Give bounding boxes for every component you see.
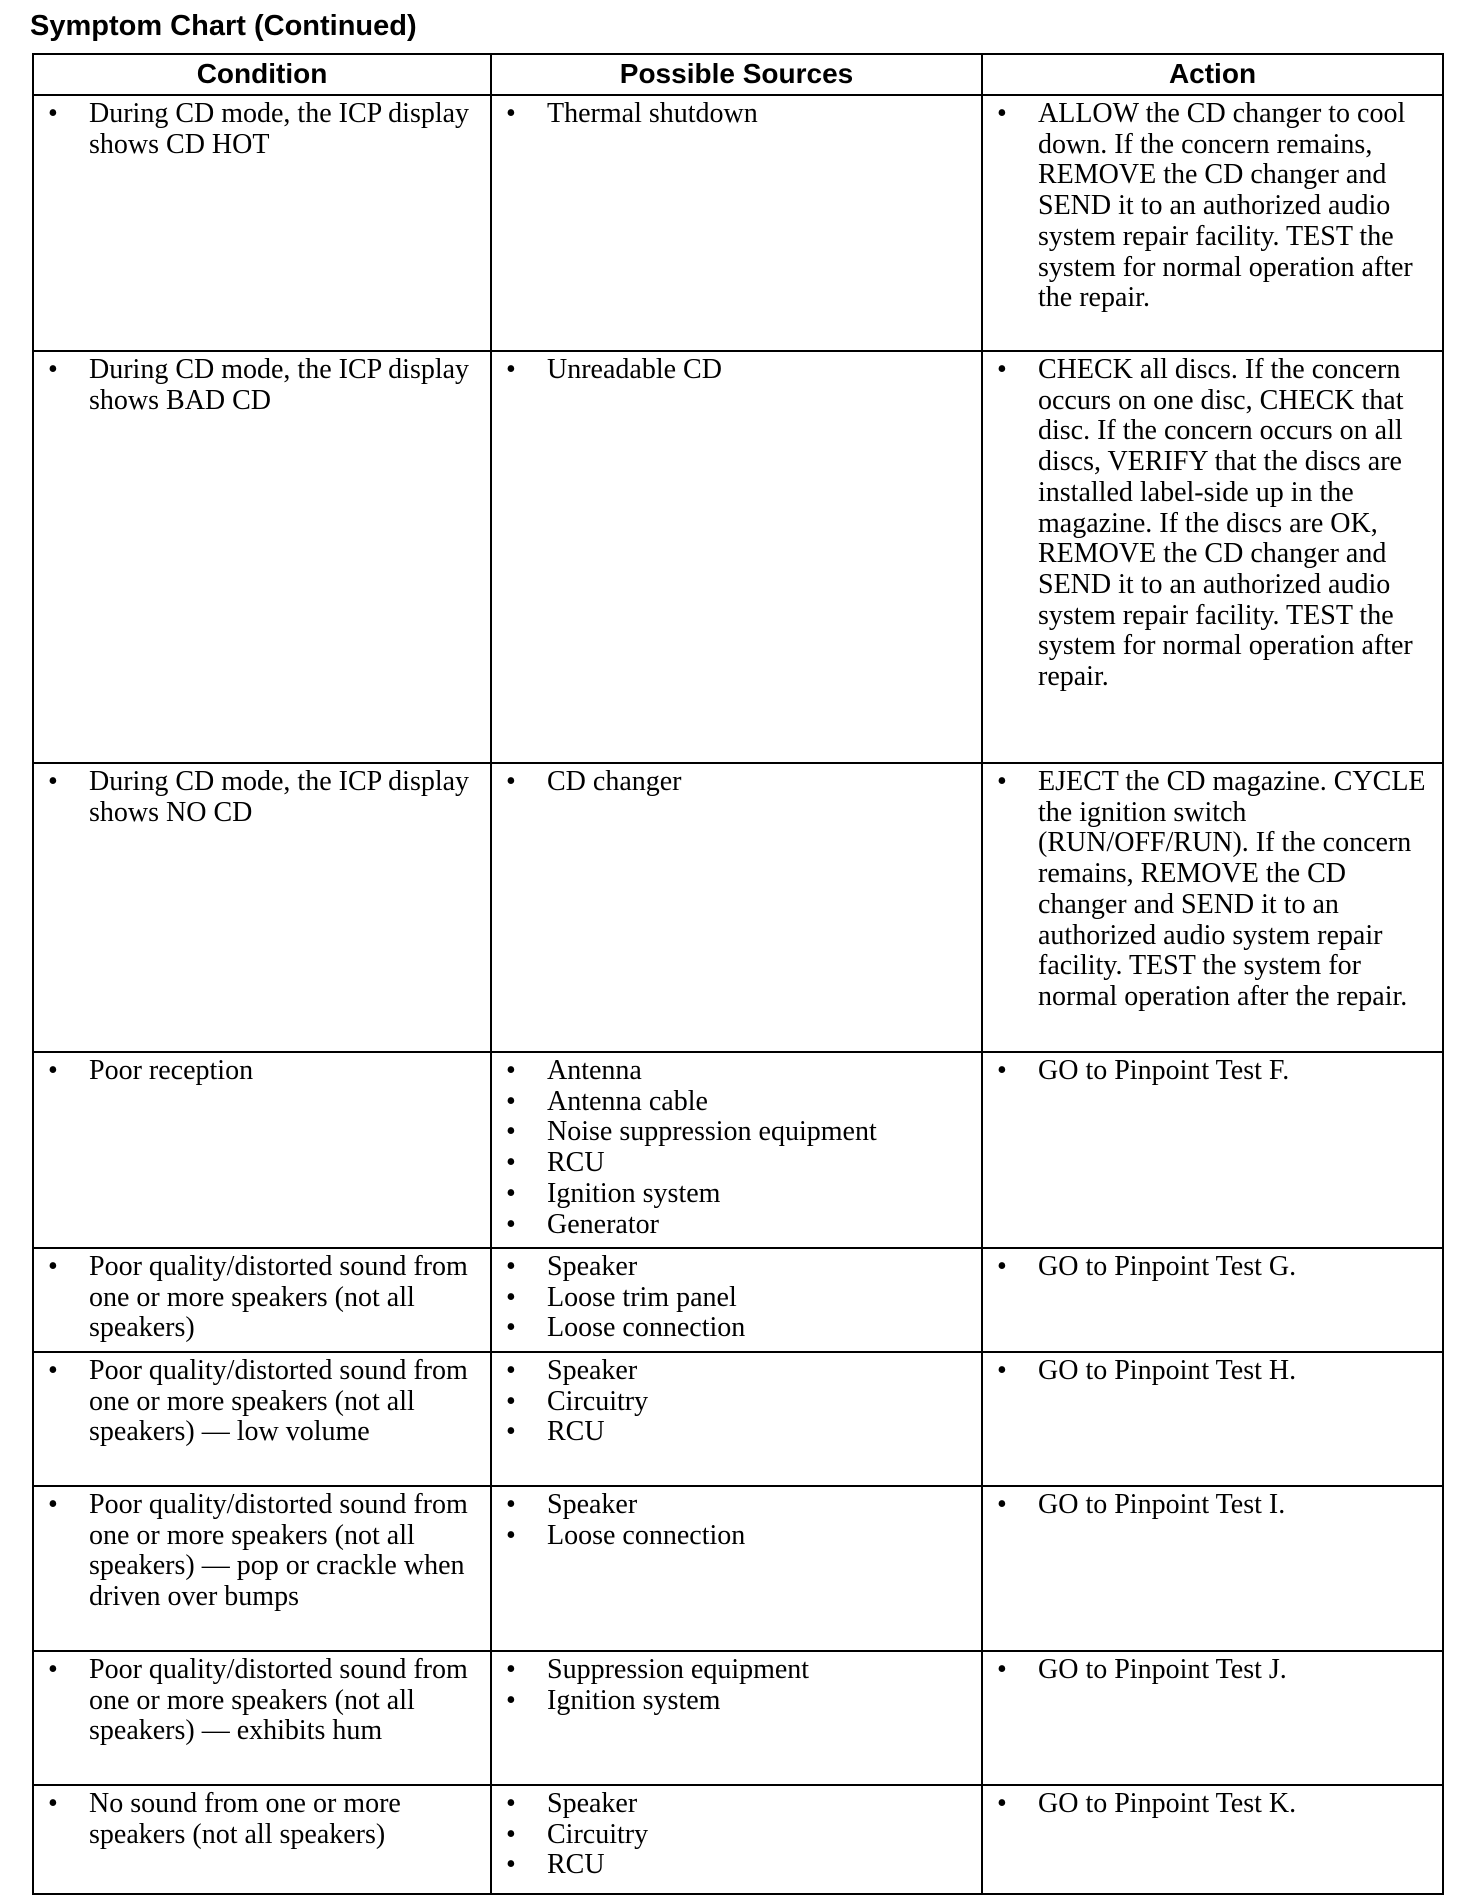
possible-sources-cell bbox=[491, 763, 982, 1052]
list-item: • Antenna cable bbox=[492, 1087, 973, 1118]
list-item: • GO to Pinpoint Test H. bbox=[983, 1356, 1434, 1387]
table-row bbox=[33, 351, 1443, 763]
action-cell bbox=[982, 351, 1443, 763]
list-item: • GO to Pinpoint Test K. bbox=[983, 1789, 1434, 1820]
condition-list bbox=[34, 1786, 490, 1855]
action-cell bbox=[982, 1651, 1443, 1785]
possible-sources-list bbox=[492, 1487, 981, 1556]
list-item: • Generator bbox=[492, 1210, 973, 1241]
list-item: • Loose connection bbox=[492, 1313, 973, 1344]
list-item: • Circuitry bbox=[492, 1820, 973, 1851]
action-cell bbox=[982, 763, 1443, 1052]
table-row bbox=[33, 1052, 1443, 1248]
list-item: • RCU bbox=[492, 1417, 973, 1448]
list-item: • Unreadable CD bbox=[492, 355, 973, 386]
list-item: • Speaker bbox=[492, 1252, 973, 1283]
condition-cell bbox=[33, 1651, 491, 1785]
action-cell bbox=[982, 1352, 1443, 1486]
table-header-row bbox=[33, 54, 1443, 95]
possible-sources-list bbox=[492, 1053, 981, 1245]
list-item: • Poor reception bbox=[34, 1056, 482, 1087]
action-cell bbox=[982, 95, 1443, 351]
page-title: Symptom Chart (Continued) bbox=[30, 10, 417, 42]
list-item: • GO to Pinpoint Test F. bbox=[983, 1056, 1434, 1087]
condition-list bbox=[34, 1652, 490, 1752]
action-list bbox=[983, 1353, 1442, 1392]
condition-cell bbox=[33, 1248, 491, 1352]
list-item: • CD changer bbox=[492, 767, 973, 798]
condition-list bbox=[34, 764, 490, 833]
symptom-chart-table bbox=[32, 53, 1444, 1895]
list-item: • EJECT the CD magazine. CYCLE the ignition switch (RUN/OFF/RUN). If the concern remains, REMOVE the CD changer and SEND it to an authorized audio system repair facility. TEST the system for normal operation after the repair. bbox=[983, 767, 1434, 1013]
list-item: • Loose trim panel bbox=[492, 1283, 973, 1314]
list-item: • ALLOW the CD changer to cool down. If the concern remains, REMOVE the CD changer and SEND it to an authorized audio system repair facility. TEST the system for normal operation after the repair. bbox=[983, 99, 1434, 314]
list-item: • Ignition system bbox=[492, 1686, 973, 1717]
possible-sources-cell bbox=[491, 1248, 982, 1352]
list-item: • During CD mode, the ICP display shows BAD CD bbox=[34, 355, 482, 416]
table-row bbox=[33, 763, 1443, 1052]
table-row bbox=[33, 1352, 1443, 1486]
list-item: • Poor quality/distorted sound from one or more speakers (not all speakers) — pop or crackle when driven over bumps bbox=[34, 1490, 482, 1613]
list-item: • CHECK all discs. If the concern occurs on one disc, CHECK that disc. If the concern occurs on all discs, VERIFY that the discs are installed label-side up in the magazine. If the discs are OK, REMOVE the CD changer and SEND it to an authorized audio system repair facility. TEST the system for normal operation after repair. bbox=[983, 355, 1434, 693]
possible-sources-list bbox=[492, 352, 981, 391]
condition-list bbox=[34, 352, 490, 421]
list-item: • Suppression equipment bbox=[492, 1655, 973, 1686]
list-item: • Speaker bbox=[492, 1789, 973, 1820]
possible-sources-list bbox=[492, 1353, 981, 1453]
action-column-header: Action bbox=[982, 54, 1443, 95]
table-row bbox=[33, 1785, 1443, 1894]
list-item: • GO to Pinpoint Test G. bbox=[983, 1252, 1434, 1283]
list-item: • During CD mode, the ICP display shows NO CD bbox=[34, 767, 482, 828]
list-item: • No sound from one or more speakers (not all speakers) bbox=[34, 1789, 482, 1850]
table-row bbox=[33, 1651, 1443, 1785]
condition-list bbox=[34, 96, 490, 165]
possible-sources-cell bbox=[491, 1785, 982, 1894]
action-list bbox=[983, 1487, 1442, 1526]
action-list bbox=[983, 1786, 1442, 1825]
condition-list bbox=[34, 1249, 490, 1349]
condition-list bbox=[34, 1353, 490, 1453]
possible-sources-cell bbox=[491, 1486, 982, 1651]
action-list bbox=[983, 764, 1442, 1018]
action-cell bbox=[982, 1785, 1443, 1894]
possible-sources-list bbox=[492, 1786, 981, 1886]
list-item: • Poor quality/distorted sound from one or more speakers (not all speakers) — low volume bbox=[34, 1356, 482, 1448]
condition-list bbox=[34, 1487, 490, 1618]
list-item: • RCU bbox=[492, 1148, 973, 1179]
action-list bbox=[983, 1652, 1442, 1691]
possible-sources-list bbox=[492, 1249, 981, 1349]
possible-sources-cell bbox=[491, 95, 982, 351]
action-cell bbox=[982, 1052, 1443, 1248]
condition-cell bbox=[33, 95, 491, 351]
action-cell bbox=[982, 1248, 1443, 1352]
list-item: • GO to Pinpoint Test J. bbox=[983, 1655, 1434, 1686]
action-list bbox=[983, 1053, 1442, 1092]
list-item: • Circuitry bbox=[492, 1387, 973, 1418]
list-item: • Loose connection bbox=[492, 1521, 973, 1552]
condition-cell bbox=[33, 1352, 491, 1486]
list-item: • RCU bbox=[492, 1850, 973, 1881]
list-item: • Ignition system bbox=[492, 1179, 973, 1210]
table-row bbox=[33, 1248, 1443, 1352]
table-row bbox=[33, 95, 1443, 351]
condition-cell bbox=[33, 1486, 491, 1651]
list-item: • During CD mode, the ICP display shows CD HOT bbox=[34, 99, 482, 160]
condition-cell bbox=[33, 1052, 491, 1248]
list-item: • Speaker bbox=[492, 1356, 973, 1387]
condition-column-header: Condition bbox=[33, 54, 491, 95]
possible-sources-cell bbox=[491, 351, 982, 763]
list-item: • Thermal shutdown bbox=[492, 99, 973, 130]
possible-sources-column-header: Possible Sources bbox=[491, 54, 982, 95]
condition-list bbox=[34, 1053, 490, 1092]
action-list bbox=[983, 1249, 1442, 1288]
condition-cell bbox=[33, 763, 491, 1052]
list-item: • Poor quality/distorted sound from one or more speakers (not all speakers) — exhibits hum bbox=[34, 1655, 482, 1747]
possible-sources-cell bbox=[491, 1352, 982, 1486]
list-item: • GO to Pinpoint Test I. bbox=[983, 1490, 1434, 1521]
table-row bbox=[33, 1486, 1443, 1651]
condition-cell bbox=[33, 351, 491, 763]
possible-sources-cell bbox=[491, 1651, 982, 1785]
list-item: • Antenna bbox=[492, 1056, 973, 1087]
possible-sources-list bbox=[492, 1652, 981, 1721]
list-item: • Noise suppression equipment bbox=[492, 1117, 973, 1148]
action-list bbox=[983, 96, 1442, 319]
possible-sources-list bbox=[492, 96, 981, 135]
list-item: • Poor quality/distorted sound from one or more speakers (not all speakers) bbox=[34, 1252, 482, 1344]
action-list bbox=[983, 352, 1442, 698]
list-item: • Speaker bbox=[492, 1490, 973, 1521]
condition-cell bbox=[33, 1785, 491, 1894]
action-cell bbox=[982, 1486, 1443, 1651]
possible-sources-cell bbox=[491, 1052, 982, 1248]
possible-sources-list bbox=[492, 764, 981, 803]
